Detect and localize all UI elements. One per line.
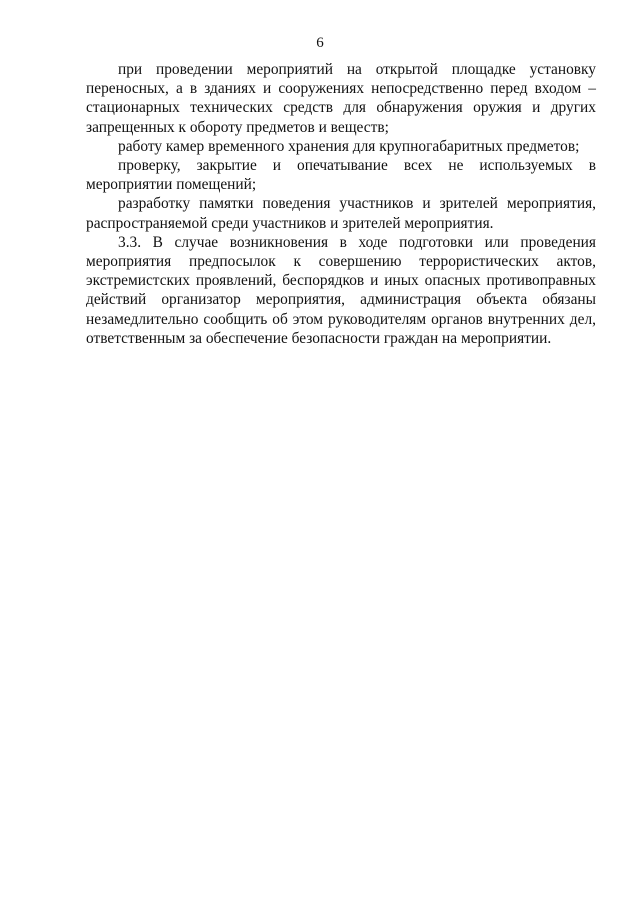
paragraph-section-3-3: 3.3. В случае возникновения в ходе подготовки или проведения мероприятия предпосылок к совершению террористических актов, экстремистских проявлений, беспорядков и иных опасных противоправных действий организатор мероприятия, администрация объекта обязаны незамедлительно сообщить об этом руководителям органов внутренних дел, ответственным за обеспечение безопасности граждан на мероприятии. [86, 233, 596, 347]
paragraph-sealing-rooms: проверку, закрытие и опечатывание всех не используемых в мероприятии помещений; [86, 157, 596, 194]
document-body [86, 60, 596, 348]
paragraph-storage-rooms: работу камер временного хранения для крупногабаритных предметов; [118, 137, 580, 155]
paragraph-behavior-memo: разработку памятки поведения участников и зрителей мероприятия, распространяемой среди участников и зрителей мероприятия. [86, 195, 596, 232]
page-number: 6 [316, 35, 324, 51]
paragraph-portable-screening-equipment: при проведении мероприятий на открытой площадке установку переносных, а в зданиях и сооружениях непосредственно перед входом – стационарных технических средств для обнаружения оружия и других запрещенных к обороту предметов и веществ; [86, 61, 596, 136]
